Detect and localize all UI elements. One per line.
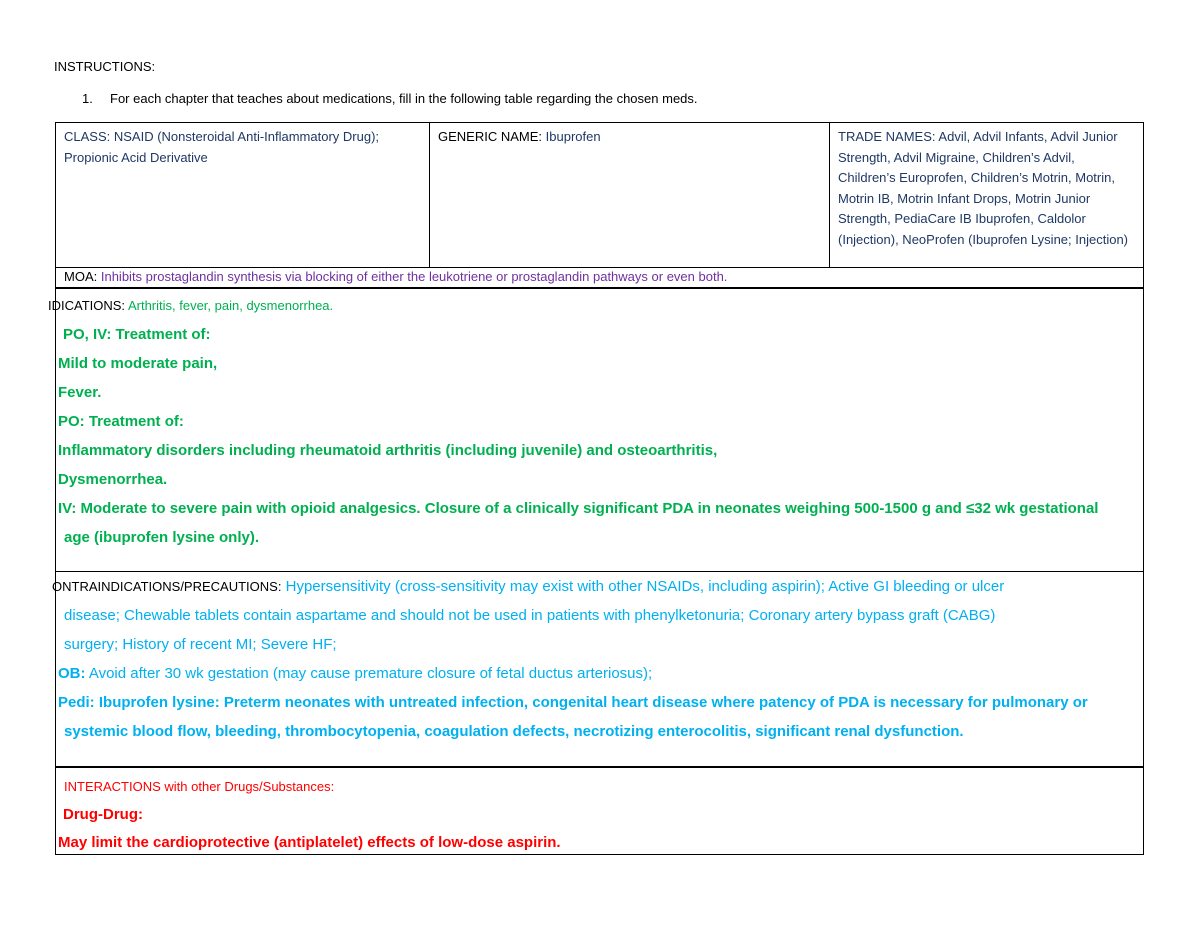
table-row-class-generic-trade <box>56 123 1143 268</box>
instructions-title: INSTRUCTIONS: <box>54 59 156 74</box>
medication-table <box>48 122 1144 855</box>
contraindications-text-3: surgery; History of recent MI; Severe HF; <box>64 636 337 653</box>
iv-label: IV: <box>58 500 77 517</box>
ob-label: OB: <box>58 665 86 682</box>
moa-value: Inhibits prostaglandin synthesis via blocking of either the leukotriene or prostaglandin pathways or even both. <box>100 269 728 284</box>
ob-text: Avoid after 30 wk gestation (may cause premature closure of fetal ductus arteriosus); <box>88 665 653 682</box>
generic-name-label: GENERIC NAME: <box>438 129 543 144</box>
table-row-indications <box>48 289 1143 572</box>
table-row-interactions <box>56 768 1143 854</box>
table-row-contraindications <box>52 572 1143 768</box>
indication-po-iv <box>63 326 211 343</box>
indication-iv <box>58 500 1098 517</box>
class-label: CLASS: <box>64 129 111 144</box>
contraindications-pedi-cont: systemic blood flow, bleeding, thrombocytopenia, coagulation defects, necrotizing enterocolitis, significant renal dysfunction. <box>64 723 964 740</box>
indication-po <box>58 413 184 430</box>
table-row-moa <box>56 268 1143 289</box>
class-value: NSAID (Nonsteroidal Anti-Inflammatory Drug); Propionic Acid Derivative <box>64 129 380 165</box>
indication-line-2: Fever. <box>58 384 102 401</box>
indications-heading <box>48 298 333 313</box>
instructions-item <box>82 91 698 106</box>
trade-names-label: TRADE NAMES: <box>838 129 936 144</box>
interactions-label: INTERACTIONS with other Drugs/Substances: <box>64 779 335 794</box>
indication-iv-cont: age (ibuprofen lysine only). <box>64 529 260 546</box>
indication-line-4: Dysmenorrhea. <box>58 471 168 488</box>
moa-label: MOA: <box>64 269 98 284</box>
indications-label: IDICATIONS: <box>48 298 126 313</box>
trade-names-cell <box>830 123 1143 267</box>
po-label: PO: <box>58 413 85 430</box>
iv-text-1: Moderate to severe pain with opioid analgesics. Closure of a clinically significant PDA in neonates weighing 500-1500 g and ≤32 wk gestational <box>80 500 1099 517</box>
trade-names-value: Advil, Advil Infants, Advil Junior Strength, Advil Migraine, Children’s Advil, Children’s Europrofen, Children’s Motrin, Motrin, Motrin IB, Motrin Infant Drops, Motrin Junior Strength, PediaCare IB Ibuprofen, Caldolor (Injection), NeoProfen (Ibuprofen Lysine; Injection) <box>838 129 1129 247</box>
po-text: Treatment of: <box>88 413 184 430</box>
indications-summary: Arthritis, fever, pain, dysmenorrhea. <box>127 298 334 313</box>
contraindications-text-1: Hypersensitivity (cross-sensitivity may exist with other NSAIDs, including aspirin); Active GI bleeding or ulcer <box>285 578 1005 595</box>
contraindications-label: ONTRAINDICATIONS/PRECAUTIONS: <box>52 579 282 594</box>
drug-drug-label: Drug-Drug: <box>63 806 143 823</box>
po-iv-label: PO, IV: <box>63 326 112 343</box>
drug-drug-text: May limit the cardioprotective (antiplatelet) effects of low-dose aspirin. <box>58 834 561 851</box>
pedi-text-1: Ibuprofen lysine: Preterm neonates with untreated infection, congenital heart disease where patency of PDA is necessary for pulmonary or <box>98 694 1088 711</box>
contraindications-heading <box>52 578 1004 595</box>
pedi-label: Pedi: <box>58 694 95 711</box>
contraindications-ob <box>58 665 652 682</box>
generic-name-cell <box>430 123 830 267</box>
indication-line-3: Inflammatory disorders including rheumatoid arthritis (including juvenile) and osteoarthritis, <box>58 442 718 459</box>
indication-line-1: Mild to moderate pain, <box>58 355 218 372</box>
contraindications-pedi <box>58 694 1088 711</box>
class-cell <box>56 123 430 267</box>
po-iv-text: Treatment of: <box>115 326 211 343</box>
moa-text <box>64 269 727 284</box>
instructions-item-number: 1. <box>82 91 93 106</box>
instructions-item-text: For each chapter that teaches about medications, fill in the following table regarding the chosen meds. <box>110 91 698 106</box>
generic-name-value: Ibuprofen <box>545 129 601 144</box>
contraindications-text-2: disease; Chewable tablets contain aspartame and should not be used in patients with phenylketonuria; Coronary artery bypass graft (CABG) <box>64 607 996 624</box>
